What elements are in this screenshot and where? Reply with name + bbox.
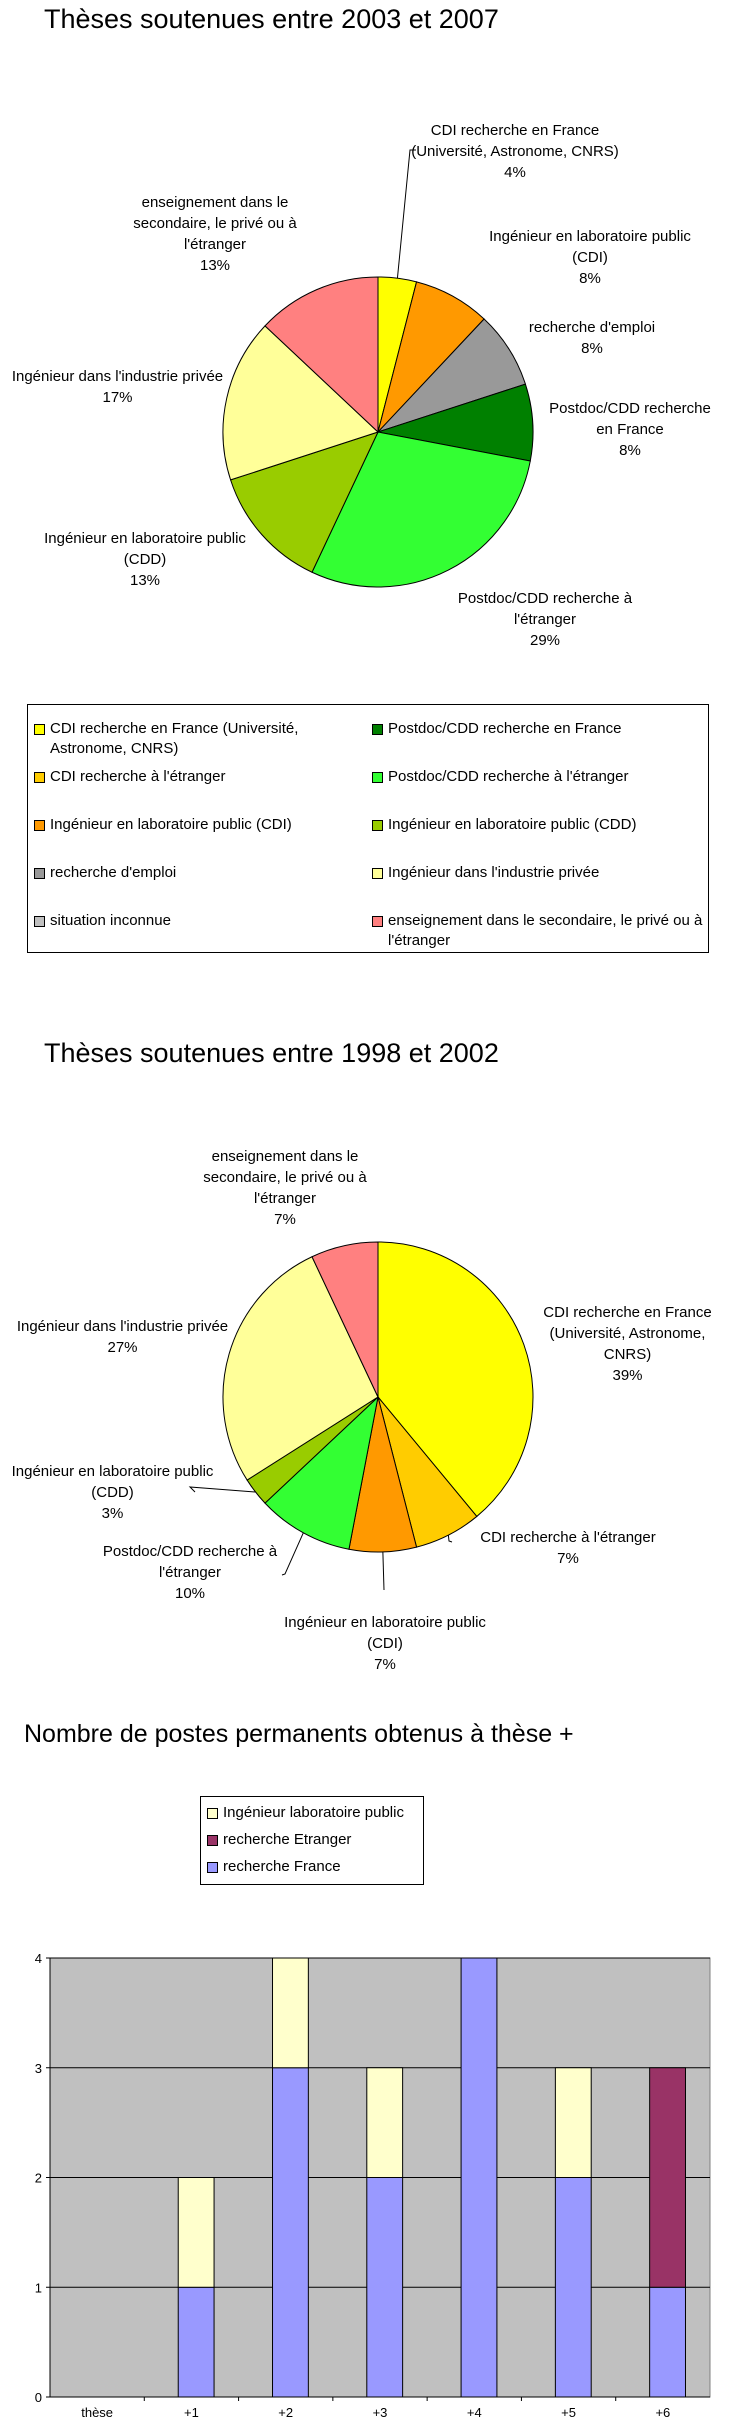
leader-line	[383, 1552, 384, 1590]
slice-percent: 8%	[619, 442, 641, 459]
y-tick-label: 2	[34, 2170, 42, 2186]
x-tick-label: +4	[466, 2405, 482, 2420]
x-tick-label: +3	[372, 2405, 388, 2420]
slice-label	[20, 528, 270, 591]
bar-segment	[178, 2287, 214, 2397]
y-tick-label: 4	[34, 1951, 42, 1966]
legend-item	[34, 911, 354, 955]
legend-label: recherche France	[223, 1858, 341, 1875]
legend-label: Ingénieur laboratoire public	[223, 1804, 404, 1821]
chart1-legend	[27, 704, 709, 953]
slice-percent: 39%	[612, 1367, 643, 1384]
slice-label-text: Ingénieur en laboratoire public (CDD)	[44, 530, 246, 568]
slice-label-text: Ingénieur en laboratoire public (CDI)	[284, 1614, 486, 1652]
legend-swatch	[372, 820, 383, 831]
legend-swatch	[372, 868, 383, 879]
legend-label: situation inconnue	[50, 912, 171, 929]
legend-label: enseignement dans le secondaire, le privé ou à l'étranger	[388, 912, 703, 949]
slice-label-text: Postdoc/CDD recherche en France	[549, 400, 711, 438]
slice-label	[120, 192, 310, 276]
bar-segment	[650, 2287, 686, 2397]
slice-label	[0, 1316, 245, 1358]
legend-label: CDI recherche à l'étranger	[50, 768, 226, 785]
legend-swatch	[34, 724, 45, 735]
legend-item	[207, 1803, 417, 1825]
slice-percent: 8%	[581, 340, 603, 357]
slice-label-text: Postdoc/CDD recherche à l'étranger	[102, 1543, 278, 1581]
slice-label-text: enseignement dans le secondaire, le privé ou à l'étranger	[133, 194, 297, 253]
slice-label-text: Ingénieur en laboratoire public (CDD)	[11, 1463, 214, 1501]
slice-percent: 3%	[101, 1505, 124, 1522]
slice-percent: 17%	[102, 389, 133, 406]
legend-label: CDI recherche en France (Université, Astronome, CNRS)	[50, 720, 299, 757]
slice-percent: 7%	[274, 1211, 296, 1228]
chart3-legend	[200, 1796, 424, 1885]
legend-swatch	[34, 868, 45, 879]
slice-label-text: CDI recherche à l'étranger	[480, 1529, 656, 1546]
legend-swatch	[34, 916, 45, 927]
slice-label	[395, 120, 635, 183]
legend-item	[372, 863, 702, 907]
legend-item	[34, 863, 354, 907]
slice-label	[90, 1541, 290, 1604]
legend-swatch	[372, 724, 383, 735]
legend-item	[372, 767, 702, 811]
slice-percent: 8%	[579, 270, 601, 287]
legend-item	[34, 815, 354, 859]
bar-segment	[555, 2068, 591, 2178]
legend-swatch	[207, 1835, 218, 1846]
slice-label-text: CDI recherche en France (Université, Astronome, CNRS)	[543, 1304, 712, 1363]
slice-label	[535, 398, 725, 461]
legend-label: Ingénieur en laboratoire public (CDD)	[388, 816, 637, 833]
slice-percent: 7%	[374, 1656, 396, 1673]
slice-label	[430, 588, 660, 651]
slice-label-text: recherche d'emploi	[528, 319, 656, 336]
bar-segment	[178, 2178, 214, 2288]
legend-label: Postdoc/CDD recherche à l'étranger	[388, 768, 629, 785]
legend-swatch	[34, 772, 45, 783]
bar-segment	[273, 2068, 309, 2397]
legend-swatch	[207, 1862, 218, 1873]
legend-label: Ingénieur en laboratoire public (CDI)	[50, 816, 292, 833]
slice-label	[260, 1612, 510, 1675]
legend-swatch	[372, 916, 383, 927]
legend-item	[34, 767, 354, 811]
x-tick-label: thèse	[81, 2405, 114, 2420]
y-tick-label: 1	[34, 2280, 42, 2296]
bar-segment	[273, 1958, 309, 2068]
slice-percent: 29%	[529, 632, 561, 649]
x-tick-label: +6	[655, 2405, 671, 2420]
bar-segment	[367, 2178, 403, 2398]
legend-label: Ingénieur dans l'industrie privée	[388, 864, 600, 881]
slice-label	[185, 1146, 385, 1230]
bar-segment	[555, 2178, 591, 2398]
legend-swatch	[34, 820, 45, 831]
slice-label	[520, 1302, 730, 1386]
slice-label	[512, 317, 672, 359]
slice-label	[0, 1461, 225, 1524]
stacked-bar-chart	[0, 1940, 730, 2422]
legend-item	[207, 1857, 417, 1879]
slice-label	[448, 1527, 688, 1569]
bar-segment	[367, 2068, 403, 2178]
legend-label: recherche Etranger	[223, 1831, 352, 1848]
slice-label-text: Ingénieur dans l'industrie privée	[11, 368, 224, 385]
slice-percent: 4%	[504, 164, 526, 181]
slice-percent: 10%	[174, 1585, 206, 1602]
chart3-title: Nombre de postes permanents obtenus à thèse +	[24, 1720, 574, 1748]
legend-swatch	[207, 1808, 218, 1819]
x-tick-label: +5	[561, 2405, 576, 2420]
legend-label: recherche d'emploi	[50, 864, 177, 881]
legend-label: Postdoc/CDD recherche en France	[388, 720, 622, 737]
legend-swatch	[372, 772, 383, 783]
y-tick-label: 3	[34, 2060, 42, 2076]
slice-label	[460, 226, 720, 289]
x-tick-label: +1	[184, 2405, 199, 2420]
slice-label-text: CDI recherche en France (Université, Astronome, CNRS)	[411, 122, 619, 160]
slice-percent: 13%	[199, 257, 231, 274]
slice-label-text: Ingénieur en laboratoire public (CDI)	[489, 228, 691, 266]
slice-label-text: Postdoc/CDD recherche à l'étranger	[457, 590, 633, 628]
slice-percent: 13%	[129, 572, 161, 589]
slice-label-text: enseignement dans le secondaire, le privé ou à l'étranger	[203, 1148, 367, 1207]
slice-percent: 27%	[107, 1339, 138, 1356]
legend-item	[207, 1830, 417, 1852]
y-tick-label: 0	[34, 2390, 42, 2405]
chart2-title: Thèses soutenues entre 1998 et 2002	[44, 1038, 499, 1068]
slice-percent: 7%	[557, 1550, 579, 1567]
x-tick-label: +2	[278, 2405, 294, 2420]
slice-label-text: Ingénieur dans l'industrie privée	[16, 1318, 229, 1335]
slice-label	[0, 366, 235, 408]
legend-item	[372, 815, 702, 859]
chart1-title: Thèses soutenues entre 2003 et 2007	[44, 4, 499, 34]
legend-item	[372, 719, 702, 763]
bar-segment	[650, 2068, 686, 2288]
bar-segment	[461, 1958, 497, 2397]
legend-item	[372, 911, 702, 955]
legend-item	[34, 719, 354, 763]
